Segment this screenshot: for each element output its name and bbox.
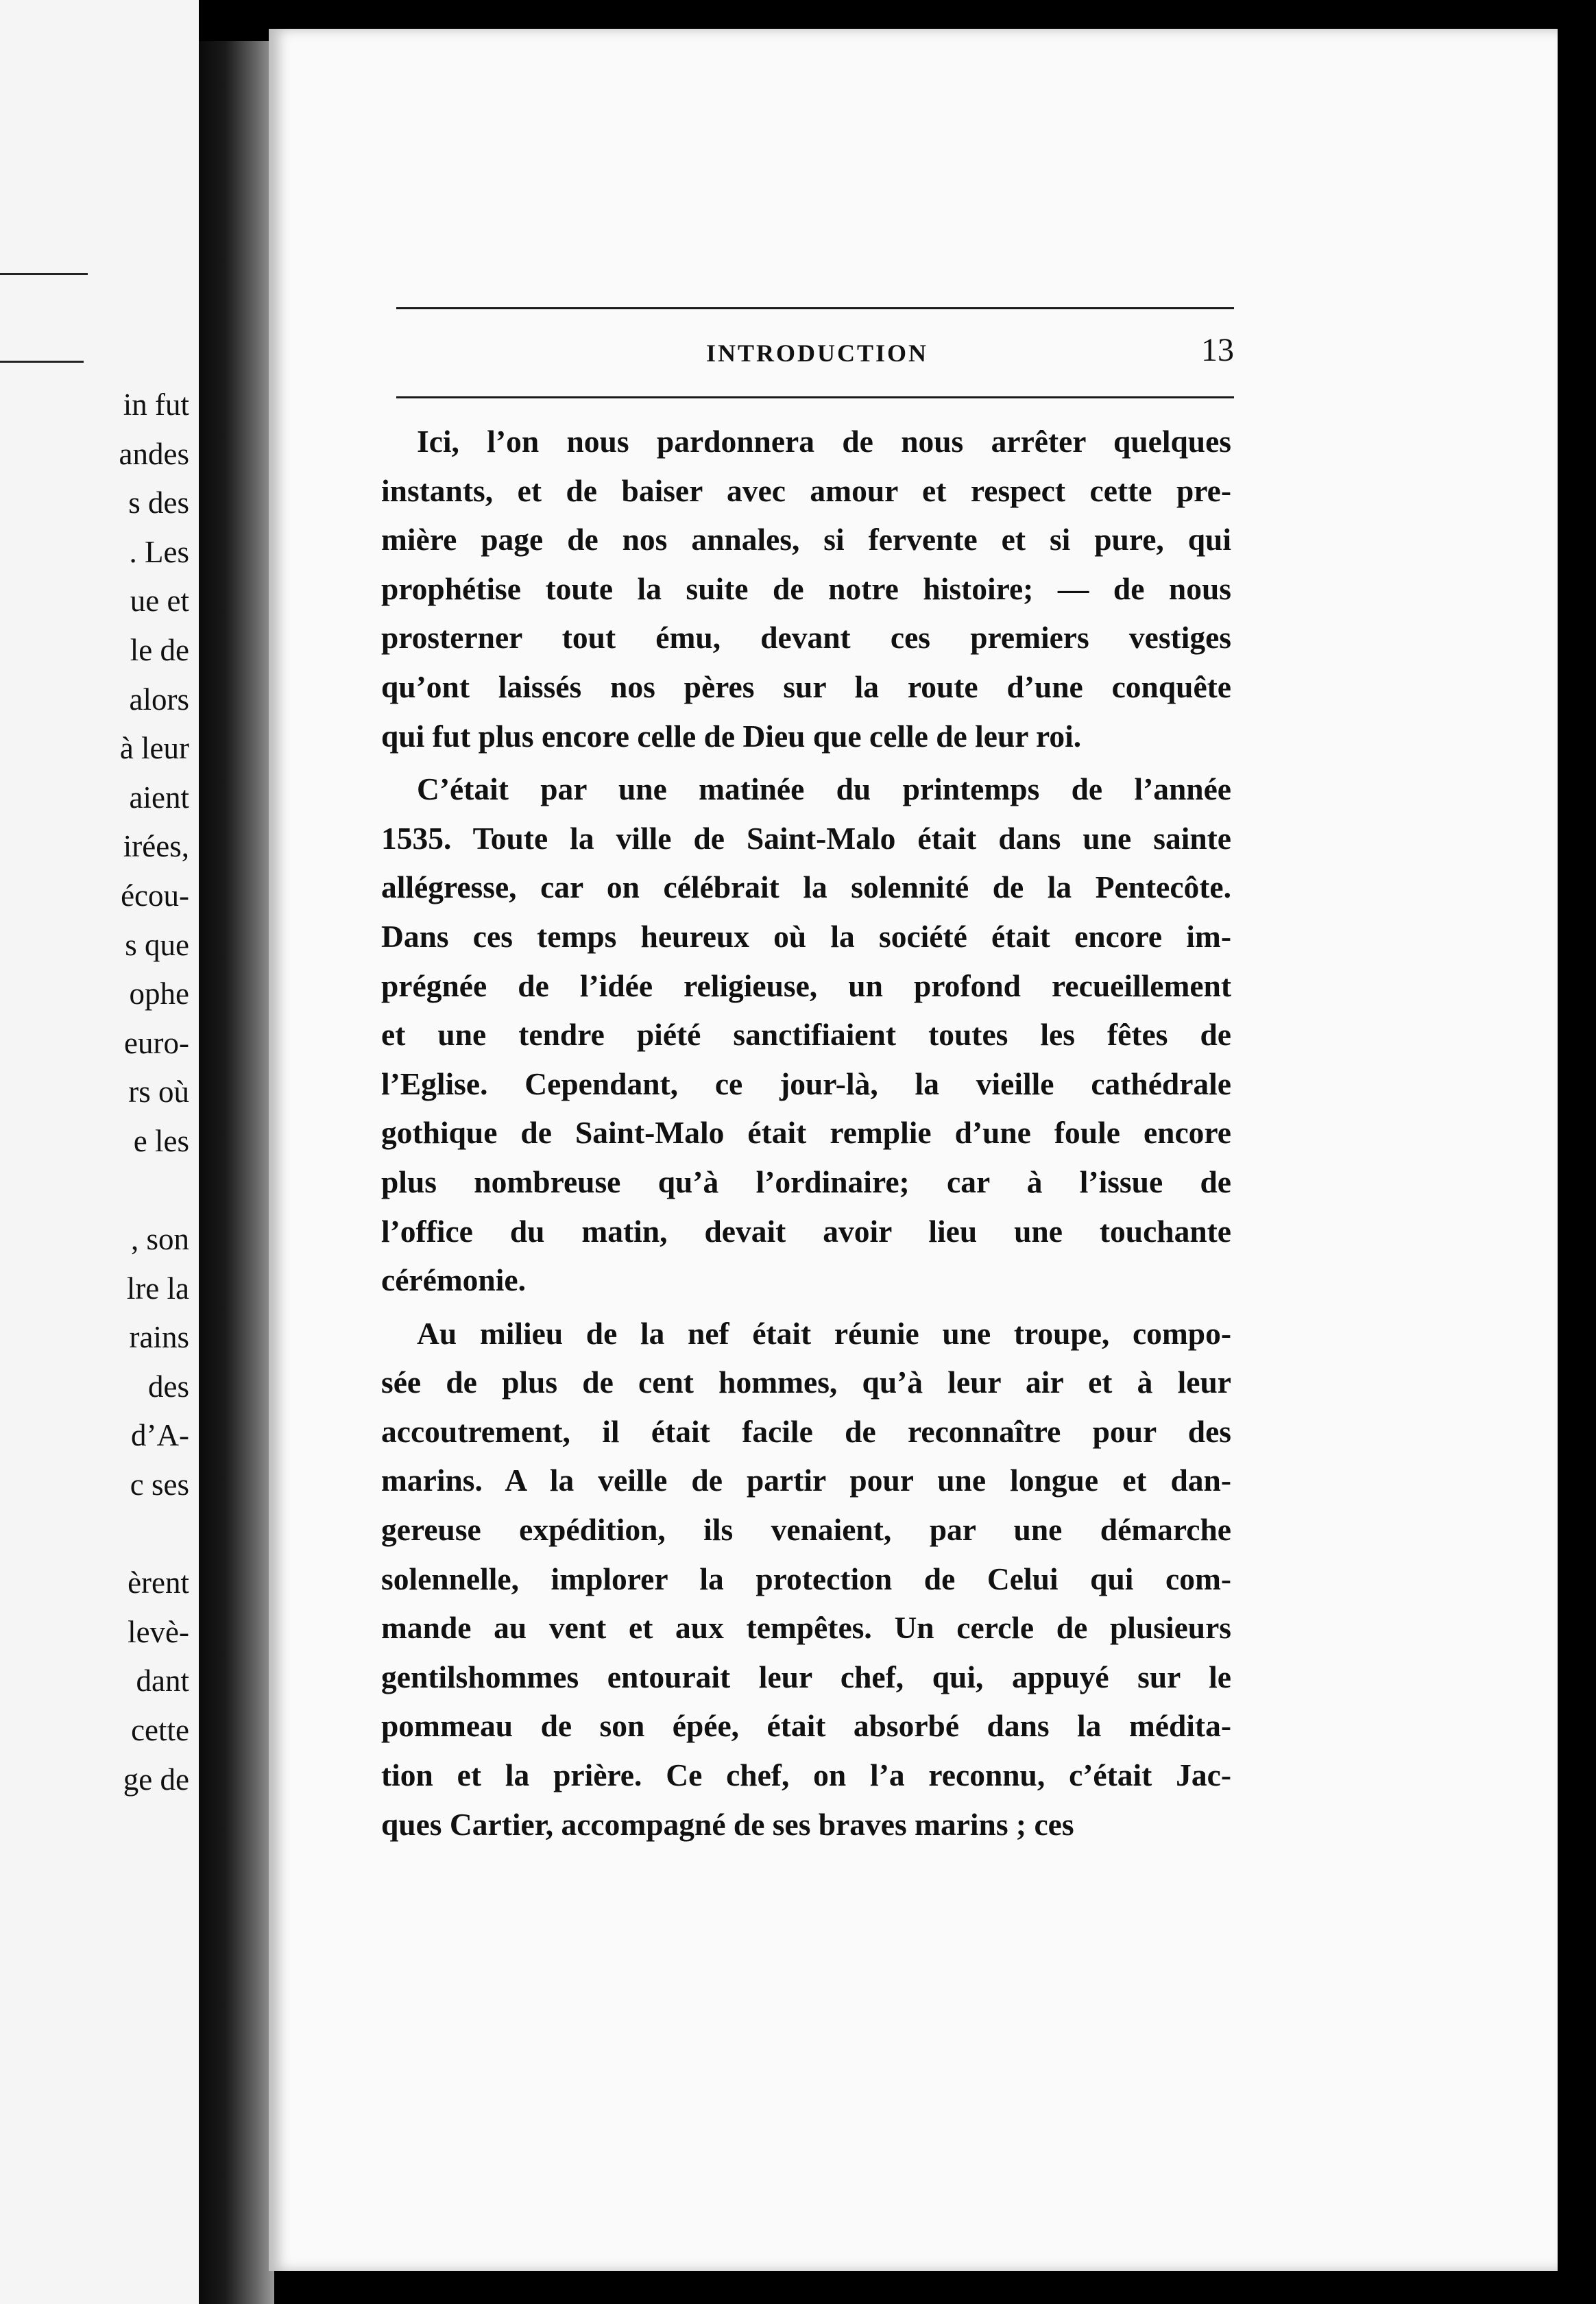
left-page-line: èrent — [128, 1565, 189, 1600]
text-line: qui fut plus encore celle de Dieu que celle de leur roi. — [381, 718, 1082, 754]
text-line: l’office du matin, devait avoir lieu une touchante — [381, 1213, 1231, 1249]
text-line: et une tendre piété sanctifiaient toutes les fêtes de — [381, 1017, 1231, 1053]
left-page-line — [119, 1166, 189, 1216]
left-page-line: à leur — [119, 731, 189, 766]
text-line: plus nombreuse qu’à l’ordinaire; car à l’issue de — [381, 1164, 1231, 1199]
left-page-line: irées, — [123, 829, 189, 864]
gutter-shadow — [199, 0, 274, 41]
left-page-line: lre la — [126, 1271, 189, 1306]
text-line: accoutrement, il était facile de reconnaître pour des — [381, 1413, 1231, 1449]
left-page-line: c ses — [130, 1467, 189, 1502]
text-line: l’Eglise. Cependant, ce jour-là, la vieille cathédrale — [381, 1066, 1231, 1101]
book-gutter — [199, 0, 274, 2304]
left-page-line: ge de — [123, 1762, 189, 1797]
left-page-rule-top — [0, 273, 88, 275]
left-page-line: andes — [119, 436, 189, 471]
left-page-line: levè- — [128, 1614, 189, 1649]
left-page-line: écou- — [121, 878, 189, 913]
text-line: qu’ont laissés nos pères sur la route d’une conquête — [381, 669, 1231, 704]
left-page-rule-bottom — [0, 361, 84, 363]
paragraph — [381, 1309, 1231, 1849]
left-page-line: in fut — [123, 387, 189, 422]
text-line: pommeau de son épée, était absorbé dans la médita- — [381, 1708, 1231, 1744]
header-rule-top — [396, 307, 1234, 309]
text-line: prégnée de l’idée religieuse, un profond recueillement — [381, 968, 1231, 1003]
left-page-line: aient — [129, 780, 189, 815]
text-line: gothique de Saint-Malo était remplie d’une foule encore — [381, 1115, 1231, 1151]
paragraph — [381, 765, 1231, 1305]
page-number: 13 — [1201, 332, 1234, 368]
left-page-line: s des — [128, 485, 189, 520]
left-page-line: alors — [129, 682, 189, 717]
text-line: C’était par une matinée du printemps de l’année — [417, 771, 1231, 807]
text-line: solennelle, implorer la protection de Celui qui com- — [381, 1561, 1231, 1596]
text-line: ques Cartier, accompagné de ses braves marins ; ces — [381, 1806, 1074, 1842]
text-line: tion et la prière. Ce chef, on l’a reconnu, c’était Jac- — [381, 1757, 1231, 1793]
text-line: marins. A la veille de partir pour une longue et dan- — [381, 1463, 1231, 1498]
text-line: Au milieu de la nef était réunie une troupe, compo- — [417, 1315, 1231, 1351]
left-page-line: d’A- — [131, 1418, 189, 1453]
text-line: mière page de nos annales, si fervente et si pure, qui — [381, 522, 1231, 557]
left-page-line: ophe — [129, 976, 189, 1011]
text-line: 1535. Toute la ville de Saint-Malo était dans une sainte — [381, 820, 1231, 856]
paragraph — [381, 417, 1231, 760]
left-page-line: dant — [136, 1664, 189, 1699]
left-page-line: e les — [133, 1123, 189, 1158]
left-page-line: ue et — [130, 584, 189, 619]
left-page-line: s que — [125, 927, 189, 962]
text-line: instants, et de baiser avec amour et respect cette pre- — [381, 472, 1231, 508]
text-line: Dans ces temps heureux où la société était encore im- — [381, 918, 1231, 954]
left-page-line: . Les — [129, 534, 189, 569]
left-page-fragment — [0, 0, 199, 2304]
text-line: allégresse, car on célébrait la solennité de la Pentecôte. — [381, 869, 1231, 905]
left-page-line: rs où — [128, 1075, 189, 1109]
text-line: Ici, l’on nous pardonnera de nous arrêter quelques — [417, 424, 1231, 459]
header-rule-bottom — [396, 396, 1234, 398]
text-line: gentilshommes entourait leur chef, qui, appuyé sur le — [381, 1659, 1231, 1694]
text-line: sée de plus de cent hommes, qu’à leur air et à leur — [381, 1365, 1231, 1400]
text-line: prosterner tout ému, devant ces premiers vestiges — [381, 620, 1231, 656]
page-edge-shadow — [1558, 41, 1596, 2304]
left-page-text — [119, 381, 189, 1804]
text-line: mande au vent et aux tempêtes. Un cercle de plusieurs — [381, 1610, 1231, 1646]
left-page-line: , son — [130, 1222, 189, 1257]
left-page-line: des — [148, 1369, 189, 1404]
running-header-title: INTRODUCTION — [706, 339, 929, 367]
left-page-line: cette — [131, 1713, 189, 1748]
text-line: gereuse expédition, ils venaient, par une démarche — [381, 1512, 1231, 1548]
body-text — [381, 417, 1231, 1849]
left-page-line — [119, 1510, 189, 1559]
text-line: prophétise toute la suite de notre histoire; — de nous — [381, 571, 1231, 606]
left-page-line: euro- — [124, 1025, 189, 1060]
text-line: cérémonie. — [381, 1262, 526, 1298]
left-page-line: rains — [129, 1320, 189, 1355]
left-page-line: le de — [130, 632, 189, 667]
